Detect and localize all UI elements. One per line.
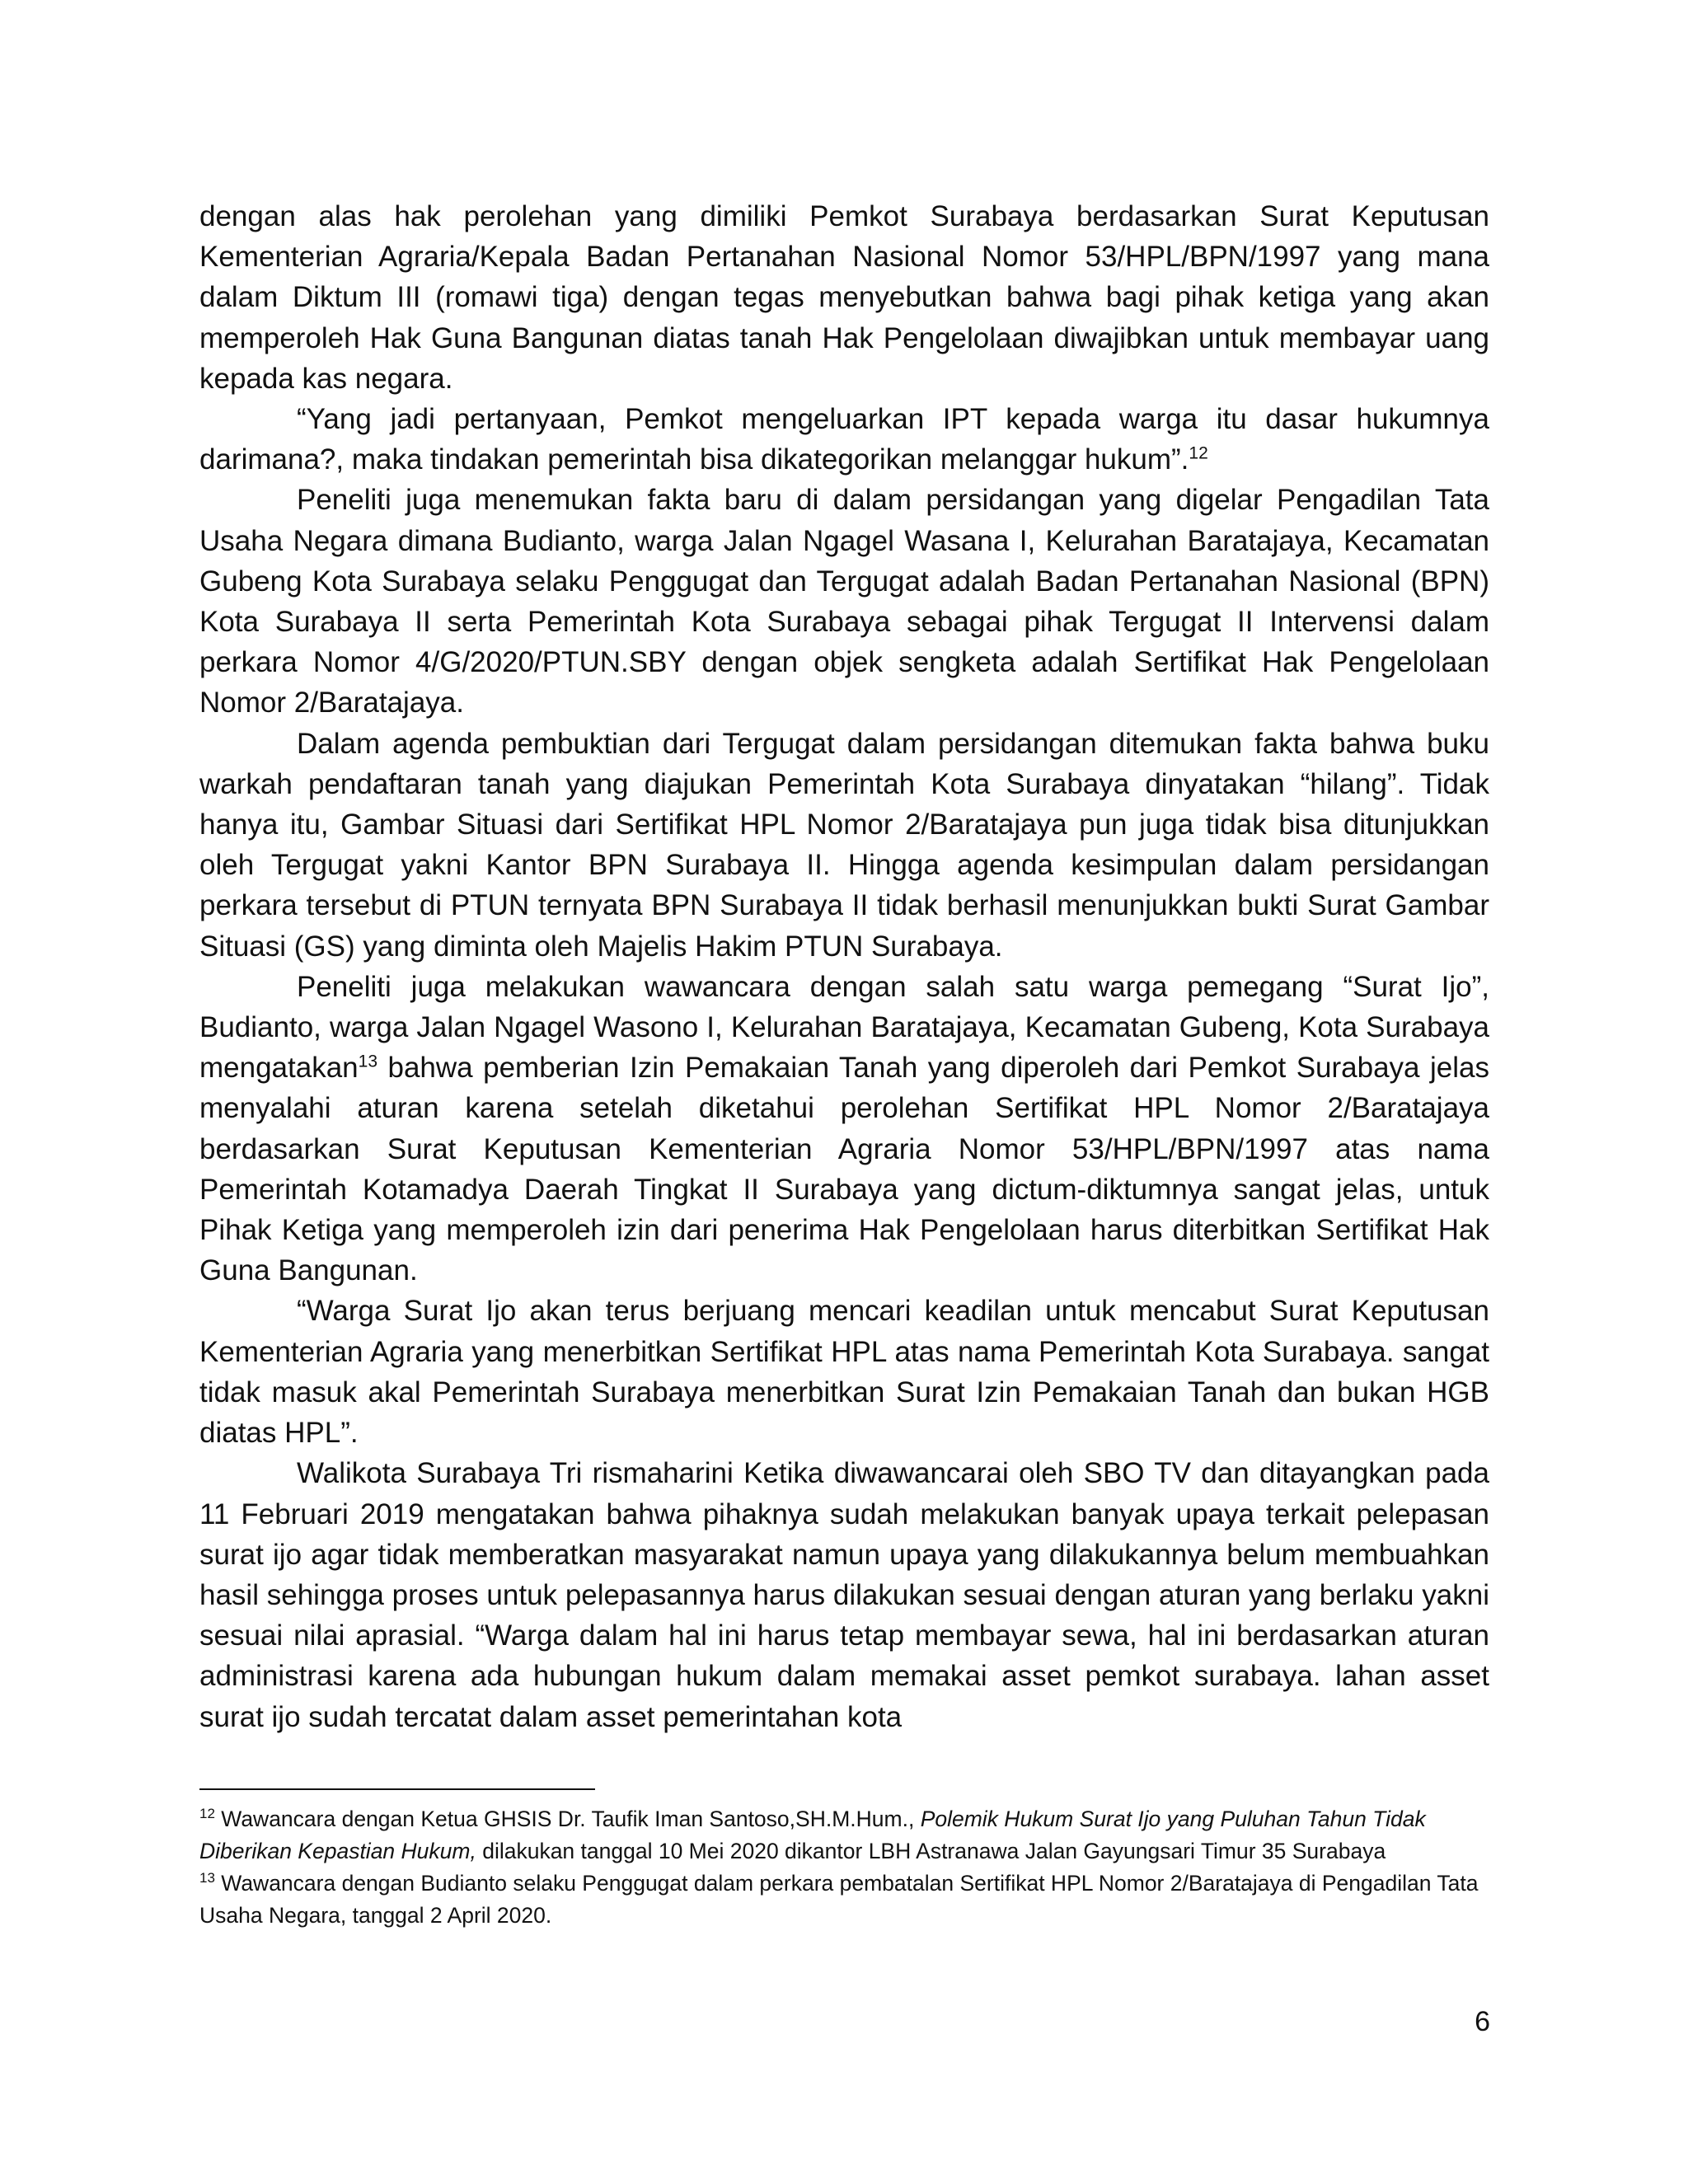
footnote: $^{12}$ Wawancara dengan Ketua GHSIS Dr. Taufik Iman Santoso,SH.M.Hum., Polemik Hukum Surat Ijo yang Puluhan Tahun Tidak Diberikan Kepastian Hukum, dilakukan tanggal 10 Mei 2020 dikantor LBH Astranawa Jalan Gayungsari Timur 35 Surabaya xyxy=(199,1806,1426,1863)
footnote: $^{13}$ Wawancara dengan Budianto selaku Penggugat dalam perkara pembatalan Sertifikat HPL Nomor 2/Baratajaya di Pengadilan Tata Usaha Negara, tanggal 2 April 2020. xyxy=(199,1870,1479,1928)
paragraph-ptun-case: Peneliti juga menemukan fakta baru di dalam persidangan yang digelar Pengadilan Tata Usaha Negara dimana Budianto, warga Jalan Ngagel Wasana I, Kelurahan Baratajaya, Kecamatan Gubeng Kota Surabaya selaku Penggugat dan Tergugat adalah Badan Pertanahan Nasional (BPN) Kota Surabaya II serta Pemerintah Kota Surabaya sebagai pihak Tergugat II Intervensi dalam perkara Nomor 4/G/2020/PTUN.SBY dengan objek sengketa adalah Sertifikat Hak Pengelolaan Nomor 2/Baratajaya. xyxy=(199,484,1489,719)
footnote-reference[interactable]: 13 xyxy=(358,1052,377,1071)
body-text xyxy=(199,196,1489,1737)
page-number: 6 xyxy=(1475,2006,1490,2037)
paragraph-quote-ipt: “Yang jadi pertanyaan, Pemkot mengeluarkan IPT kepada warga itu dasar hukumnya darimana?, maka tindakan pemerintah bisa dikategorikan melanggar hukum”.$^{12}$ xyxy=(199,403,1489,476)
paragraph-continuation: dengan alas hak perolehan yang dimiliki Pemkot Surabaya berdasarkan Surat Keputusan Kementerian Agraria/Kepala Badan Pertanahan Nasional Nomor 53/HPL/BPN/1997 yang mana dalam Diktum III (romawi tiga) dengan tegas menyebutkan bahwa bagi pihak ketiga yang akan memperoleh Hak Guna Bangunan diatas tanah Hak Pengelolaan diwajibkan untuk membayar uang kepada kas negara. xyxy=(199,200,1489,395)
paragraph-walikota: Walikota Surabaya Tri rismaharini Ketika diwawancarai oleh SBO TV dan ditayangkan pada 11 Februari 2019 mengatakan bahwa pihaknya sudah melakukan banyak upaya terkait pelepasan surat ijo agar tidak memberatkan masyarakat namun upaya yang dilakukannya belum membuahkan hasil sehingga proses untuk pelepasannya harus dilakukan sesuai dengan aturan yang berlaku yakni sesuai nilai aprasial. “Warga dalam hal ini harus tetap membayar sewa, hal ini berdasarkan aturan administrasi karena ada hubungan hukum dalam memakai asset pemkot surabaya. lahan asset surat ijo sudah tercatat dalam asset pemerintahan kota xyxy=(199,1457,1489,1733)
footnotes xyxy=(199,1803,1489,1932)
paragraph-evidence: Dalam agenda pembuktian dari Tergugat dalam persidangan ditemukan fakta bahwa buku warkah pendaftaran tanah yang diajukan Pemerintah Kota Surabaya dinyatakan “hilang”. Tidak hanya itu, Gambar Situasi dari Sertifikat HPL Nomor 2/Baratajaya pun juga tidak bisa ditunjukkan oleh Tergugat yakni Kantor BPN Surabaya II. Hingga agenda kesimpulan dalam persidangan perkara tersebut di PTUN ternyata BPN Surabaya II tidak berhasil menunjukkan bukti Surat Gambar Situasi (GS) yang diminta oleh Majelis Hakim PTUN Surabaya. xyxy=(199,727,1489,963)
footnote-separator xyxy=(199,1788,595,1790)
paragraph-quote-warga: “Warga Surat Ijo akan terus berjuang mencari keadilan untuk mencabut Surat Keputusan Kementerian Agraria yang menerbitkan Sertifikat HPL atas nama Pemerintah Kota Surabaya. sangat tidak masuk akal Pemerintah Surabaya menerbitkan Surat Izin Pemakaian Tanah dan bukan HGB diatas HPL”. xyxy=(199,1295,1489,1450)
paragraph-interview: Peneliti juga melakukan wawancara dengan salah satu warga pemegang “Surat Ijo”, Budianto, warga Jalan Ngagel Wasono I, Kelurahan Baratajaya, Kecamatan Gubeng, Kota Surabaya mengatakan$^{13}$ bahwa pemberian Izin Pemakaian Tanah yang diperoleh dari Pemkot Surabaya jelas menyalahi aturan karena setelah diketahui perolehan Sertifikat HPL Nomor 2/Baratajaya berdasarkan Surat Keputusan Kementerian Agraria Nomor 53/HPL/BPN/1997 atas nama Pemerintah Kotamadya Daerah Tingkat II Surabaya yang dictum-diktumnya sangat jelas, untuk Pihak Ketiga yang memperoleh izin dari penerima Hak Pengelolaan harus diterbitkan Sertifikat Hak Guna Bangunan. xyxy=(199,970,1489,1287)
footnote-number: 12 xyxy=(199,1806,215,1822)
footnote-reference[interactable]: 12 xyxy=(1189,443,1208,463)
footnote-italic-title: Polemik Hukum Surat Ijo yang Puluhan Tahun Tidak Diberikan Kepastian Hukum, xyxy=(199,1807,1426,1863)
footnote-number: 13 xyxy=(199,1870,215,1886)
